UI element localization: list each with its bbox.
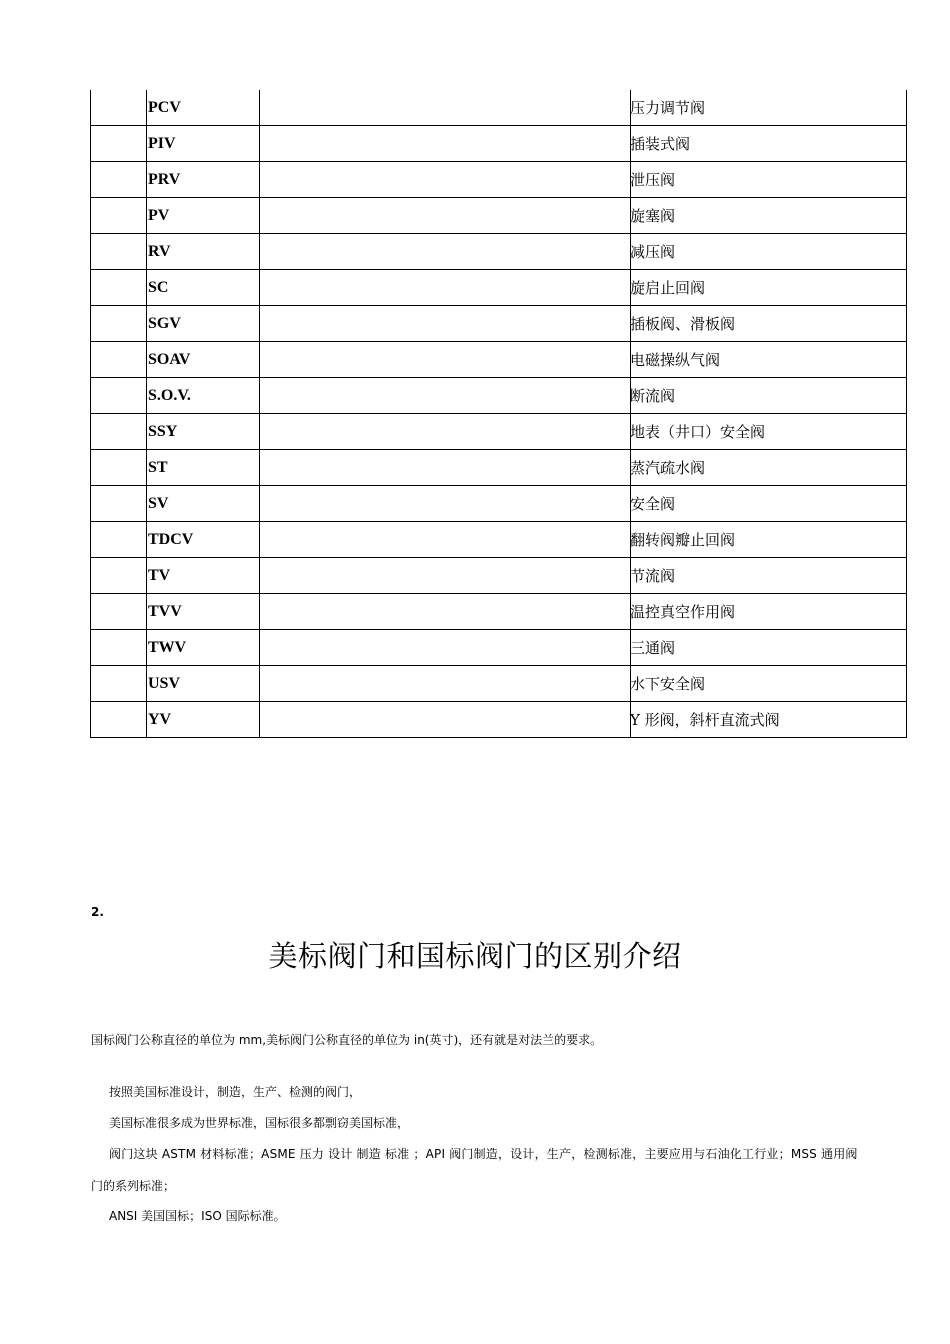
text-segment: MSS (790, 1147, 818, 1161)
valve-code-cell: PV (147, 198, 260, 234)
valve-name-cell (631, 558, 907, 594)
empty-cell (260, 162, 631, 198)
table-row (91, 126, 907, 162)
empty-cell (260, 558, 631, 594)
paragraph-us-standard-valves: 按照美国标准设计，制造，生产、检测的阀门， (109, 1085, 362, 1099)
valve-code-cell: USV (147, 666, 260, 702)
valve-code-cell: TVV (147, 594, 260, 630)
table-row (91, 486, 907, 522)
table-row (91, 162, 907, 198)
valve-name-cell (631, 306, 907, 342)
text-segment: ISO (201, 1209, 222, 1223)
table-row (91, 702, 907, 738)
empty-cell (91, 126, 147, 162)
valve-code-cell: S.O.V. (147, 378, 260, 414)
table-row (91, 630, 907, 666)
empty-cell (260, 594, 631, 630)
empty-cell (260, 90, 631, 126)
valve-code-cell: RV (147, 234, 260, 270)
text-segment: 美国国标； (137, 1209, 202, 1223)
valve-code-cell: PIV (147, 126, 260, 162)
valve-name-cell (631, 342, 907, 378)
valve-name-text: 压力调节阀 (630, 99, 706, 117)
empty-cell (260, 198, 631, 234)
valve-name-text: 安全阀 (630, 495, 676, 513)
valve-name-text: 泄压阀 (630, 171, 676, 189)
text-segment: 通用阀 (817, 1147, 858, 1161)
empty-cell (260, 234, 631, 270)
valve-name-cell (631, 666, 907, 702)
valve-code-cell: TWV (147, 630, 260, 666)
empty-cell (260, 378, 631, 414)
table-row (91, 342, 907, 378)
valve-code-cell: ST (147, 450, 260, 486)
empty-cell (260, 306, 631, 342)
table-row (91, 450, 907, 486)
valve-name-cell (631, 414, 907, 450)
empty-cell (260, 522, 631, 558)
valve-name-cell (631, 270, 907, 306)
text-segment: ASTM (161, 1147, 197, 1161)
valve-name-text: 旋塞阀 (630, 207, 676, 225)
text-segment: 阀门这块 (109, 1147, 162, 1161)
valve-code-cell: SGV (147, 306, 260, 342)
valve-name-cell (631, 234, 907, 270)
text-segment: mm, (238, 1033, 267, 1047)
empty-cell (91, 630, 147, 666)
empty-cell (91, 414, 147, 450)
paragraph-ansi-iso (109, 1207, 286, 1224)
valve-name-cell (631, 522, 907, 558)
section-number: 2. (91, 905, 104, 919)
valve-name-text: 蒸汽疏水阀 (630, 459, 706, 477)
empty-cell (91, 270, 147, 306)
empty-cell (91, 198, 147, 234)
valve-name-cell (631, 702, 907, 738)
empty-cell (91, 162, 147, 198)
text-segment: 英寸)，还有就是对法兰的要求。 (429, 1033, 603, 1047)
valve-name-text: 减压阀 (630, 243, 676, 261)
valve-name-cell (631, 90, 907, 126)
empty-cell (260, 270, 631, 306)
valve-name-text: 插板阀、滑板阀 (630, 315, 736, 333)
text-segment: 美标阀门公称直径的单位为 (266, 1033, 414, 1047)
valve-name-cell (631, 162, 907, 198)
table-row (91, 594, 907, 630)
text-segment: API (425, 1147, 446, 1161)
empty-cell (91, 90, 147, 126)
table-row (91, 270, 907, 306)
valve-code-cell: YV (147, 702, 260, 738)
valve-name-cell (631, 198, 907, 234)
valve-code-cell: PRV (147, 162, 260, 198)
valve-name-text: 电磁操纵气阀 (630, 351, 721, 369)
empty-cell (91, 666, 147, 702)
table-row (91, 234, 907, 270)
text-segment: 国际标准。 (221, 1209, 286, 1223)
table-row (91, 558, 907, 594)
empty-cell (260, 450, 631, 486)
empty-cell (260, 126, 631, 162)
text-segment: in( (413, 1033, 430, 1047)
table-row (91, 306, 907, 342)
empty-cell (91, 486, 147, 522)
valve-name-text: 翻转阀瓣止回阀 (630, 531, 736, 549)
valve-code-cell: TV (147, 558, 260, 594)
valve-abbreviation-table (90, 90, 907, 738)
text-segment: ASME (261, 1147, 296, 1161)
empty-cell (260, 342, 631, 378)
valve-name-text: 插装式阀 (630, 135, 691, 153)
valve-table-body (91, 90, 907, 738)
valve-name-cell (631, 486, 907, 522)
valve-name-cell (631, 378, 907, 414)
valve-name-text: 断流阀 (630, 387, 676, 405)
valve-name-text: 温控真空作用阀 (630, 603, 736, 621)
empty-cell (91, 306, 147, 342)
empty-cell (260, 630, 631, 666)
table-row (91, 666, 907, 702)
valve-code-cell: TDCV (147, 522, 260, 558)
valve-code-cell: SC (147, 270, 260, 306)
empty-cell (91, 342, 147, 378)
valve-code-cell: SOAV (147, 342, 260, 378)
valve-name-cell (631, 126, 907, 162)
paragraph-mss-continuation: 门的系列标准； (91, 1179, 176, 1193)
empty-cell (91, 234, 147, 270)
empty-cell (260, 414, 631, 450)
empty-cell (91, 522, 147, 558)
valve-code-cell: SV (147, 486, 260, 522)
empty-cell (91, 378, 147, 414)
empty-cell (91, 594, 147, 630)
text-segment: 阀门制造，设计，生产，检测标准，主要应用与石油化工行业； (445, 1147, 791, 1161)
valve-name-text: 旋启止回阀 (630, 279, 706, 297)
text-segment: 国标阀门公称直径的单位为 (91, 1033, 239, 1047)
empty-cell (260, 666, 631, 702)
valve-name-text: 地表（井口）安全阀 (630, 423, 766, 441)
empty-cell (260, 702, 631, 738)
valve-name-text: 水下安全阀 (630, 675, 706, 693)
valve-name-cell (631, 630, 907, 666)
text-segment: 材料标准； (196, 1147, 262, 1161)
text-segment: 压力 设计 制造 标准 ； (295, 1147, 426, 1161)
paragraph-nominal-diameter (91, 1031, 602, 1048)
valve-code-cell: PCV (147, 90, 260, 126)
table-row (91, 378, 907, 414)
empty-cell (91, 450, 147, 486)
valve-name-text: Y 形阀，斜杆直流式阀 (630, 711, 780, 729)
valve-name-cell (631, 450, 907, 486)
paragraph-standards-list (109, 1145, 858, 1162)
valve-code-cell: SSY (147, 414, 260, 450)
table-row (91, 414, 907, 450)
empty-cell (91, 702, 147, 738)
section-title: 美标阀门和国标阀门的区别介绍 (268, 939, 682, 973)
empty-cell (260, 486, 631, 522)
valve-name-text: 三通阀 (630, 639, 676, 657)
empty-cell (91, 558, 147, 594)
table-row (91, 198, 907, 234)
text-segment: ANSI (109, 1209, 138, 1223)
paragraph-world-standard: 美国标准很多成为世界标准，国标很多都剽窃美国标准， (109, 1116, 410, 1130)
valve-name-cell (631, 594, 907, 630)
valve-name-text: 节流阀 (630, 567, 676, 585)
table-row (91, 522, 907, 558)
table-row (91, 90, 907, 126)
